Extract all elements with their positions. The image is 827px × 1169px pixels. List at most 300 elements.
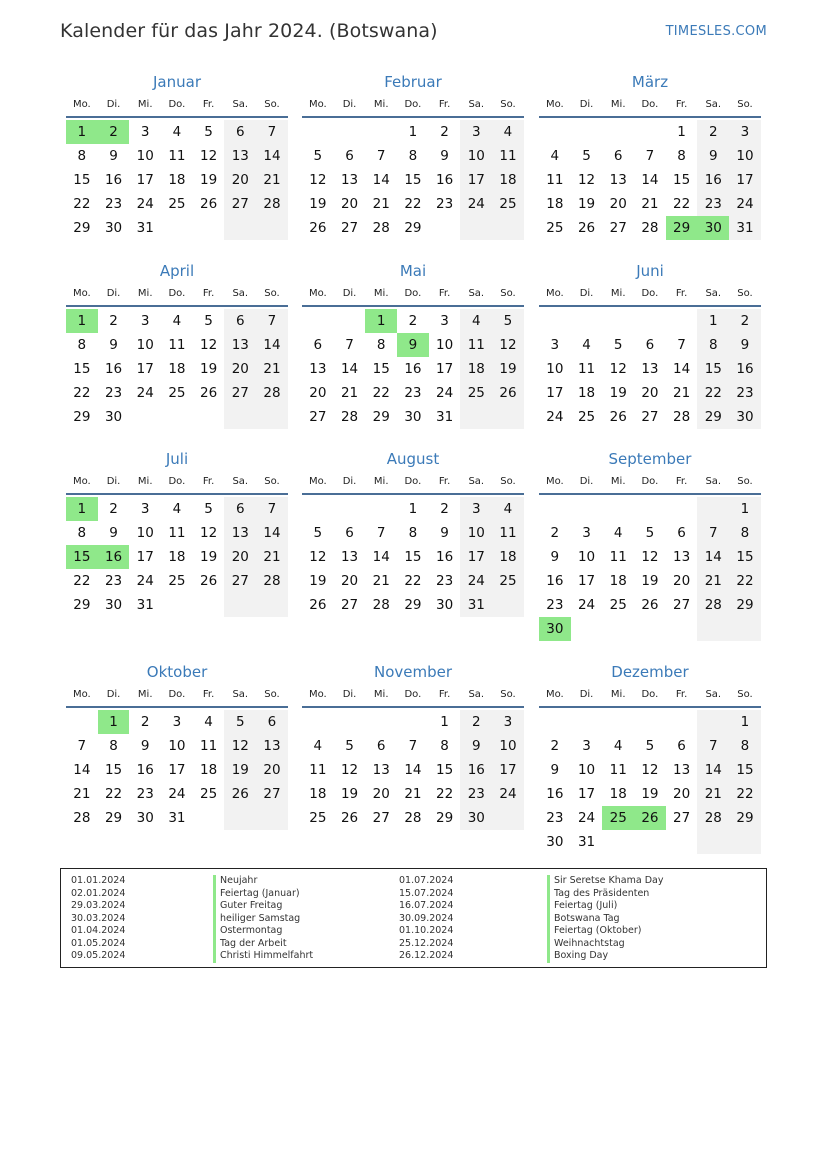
day-cell: 27 bbox=[641, 409, 659, 425]
day-cell: 2 bbox=[440, 501, 449, 517]
day-cell: 29 bbox=[73, 409, 91, 425]
weekday-label: Di. bbox=[106, 476, 121, 487]
weekday-label: So. bbox=[500, 288, 516, 299]
weekday-label: Do. bbox=[641, 288, 659, 299]
day-cell: 23 bbox=[136, 786, 154, 802]
empty-day-cell bbox=[666, 497, 698, 521]
weekday-header bbox=[539, 94, 761, 118]
holiday-day-cell: 1 bbox=[66, 309, 98, 333]
week-row bbox=[66, 357, 288, 381]
day-cell: 15 bbox=[73, 172, 91, 188]
day-cell: 24 bbox=[577, 810, 596, 826]
day-cell: 17 bbox=[492, 758, 524, 782]
week-row bbox=[539, 617, 761, 641]
empty-day-cell bbox=[429, 216, 461, 240]
month-name: Februar bbox=[384, 73, 442, 91]
day-cell: 19 bbox=[200, 361, 218, 377]
day-cell: 29 bbox=[372, 409, 390, 425]
day-cell: 8 bbox=[677, 148, 686, 164]
day-cell: 14 bbox=[340, 361, 359, 377]
day-cell: 5 bbox=[224, 710, 256, 734]
day-cell: 30 bbox=[104, 597, 123, 613]
day-cell: 2 bbox=[408, 313, 418, 329]
week-row bbox=[302, 710, 524, 734]
week-row bbox=[302, 545, 524, 569]
empty-day-cell bbox=[193, 806, 225, 830]
week-row bbox=[66, 497, 288, 521]
day-cell: 13 bbox=[340, 549, 359, 565]
weekday-label: Mo. bbox=[72, 689, 91, 700]
day-cell: 6 bbox=[677, 738, 686, 754]
day-cell: 27 bbox=[673, 597, 691, 613]
day-cell: 21 bbox=[256, 545, 288, 569]
day-cell: 24 bbox=[492, 782, 524, 806]
weekday-label: Mi. bbox=[373, 288, 389, 299]
day-cell: 17 bbox=[460, 168, 492, 192]
week-row bbox=[66, 381, 288, 405]
day-cell: 16 bbox=[729, 357, 761, 381]
day-cell: 21 bbox=[697, 782, 729, 806]
day-cell: 2 bbox=[460, 710, 492, 734]
month-name: Juli bbox=[165, 450, 189, 468]
day-cell: 4 bbox=[204, 714, 213, 730]
weekday-label: Mo. bbox=[72, 476, 91, 487]
empty-day-cell bbox=[224, 216, 256, 240]
day-cell: 21 bbox=[673, 385, 691, 401]
empty-day-cell bbox=[666, 830, 698, 854]
day-cell: 8 bbox=[729, 521, 761, 545]
weekday-label: Fr. bbox=[202, 288, 215, 299]
week-row bbox=[539, 497, 761, 521]
day-cell: 13 bbox=[309, 361, 327, 377]
day-cell: 16 bbox=[404, 361, 422, 377]
day-cell: 10 bbox=[546, 361, 564, 377]
day-cell: 20 bbox=[256, 758, 288, 782]
day-cell: 24 bbox=[460, 192, 492, 216]
weekday-label: Mi. bbox=[373, 99, 389, 110]
week-row bbox=[302, 216, 524, 240]
weekday-label: Do. bbox=[404, 288, 422, 299]
holiday-date: 15.07.2024 bbox=[399, 887, 454, 899]
empty-day-cell bbox=[634, 617, 666, 641]
weekday-header bbox=[302, 94, 524, 118]
weekday-label: Do. bbox=[168, 288, 186, 299]
day-cell: 29 bbox=[697, 405, 729, 429]
day-cell: 9 bbox=[729, 333, 761, 357]
empty-day-cell bbox=[492, 806, 524, 830]
holiday-day-cell: 2 bbox=[98, 120, 130, 144]
day-cell: 7 bbox=[408, 738, 418, 754]
day-cell: 31 bbox=[729, 216, 761, 240]
day-cell: 21 bbox=[340, 385, 359, 401]
day-cell: 8 bbox=[77, 148, 87, 164]
day-cell: 24 bbox=[729, 192, 761, 216]
day-cell: 25 bbox=[492, 569, 524, 593]
day-cell: 17 bbox=[436, 361, 454, 377]
day-cell: 14 bbox=[256, 333, 288, 357]
empty-day-cell bbox=[334, 497, 366, 521]
day-cell: 7 bbox=[256, 497, 288, 521]
day-cell: 17 bbox=[136, 549, 154, 565]
day-cell: 28 bbox=[256, 569, 288, 593]
day-cell: 31 bbox=[168, 810, 186, 826]
day-cell: 19 bbox=[641, 573, 659, 589]
day-cell: 12 bbox=[200, 525, 218, 541]
weekday-label: Fr. bbox=[675, 689, 688, 700]
weekday-label: Mo. bbox=[545, 99, 564, 110]
day-cell: 13 bbox=[224, 521, 256, 545]
day-cell: 4 bbox=[582, 337, 591, 353]
weekday-label: So. bbox=[500, 689, 516, 700]
empty-day-cell bbox=[334, 309, 366, 333]
empty-day-cell bbox=[666, 710, 698, 734]
day-cell: 7 bbox=[697, 734, 729, 758]
day-cell: 27 bbox=[256, 782, 288, 806]
day-cell: 3 bbox=[460, 497, 492, 521]
day-cell: 14 bbox=[673, 361, 691, 377]
month-name: Juni bbox=[636, 262, 664, 280]
empty-day-cell bbox=[634, 309, 666, 333]
day-cell: 5 bbox=[613, 337, 623, 353]
day-cell: 11 bbox=[168, 525, 186, 541]
week-row bbox=[539, 192, 761, 216]
day-cell: 25 bbox=[168, 385, 186, 401]
day-cell: 7 bbox=[256, 120, 288, 144]
day-cell: 20 bbox=[340, 196, 359, 212]
day-cell: 9 bbox=[550, 549, 560, 565]
day-cell: 20 bbox=[641, 385, 659, 401]
month-januar bbox=[66, 72, 288, 240]
day-cell: 16 bbox=[697, 168, 729, 192]
day-cell: 30 bbox=[546, 834, 564, 850]
day-cell: 10 bbox=[492, 734, 524, 758]
day-cell: 4 bbox=[613, 738, 623, 754]
day-cell: 10 bbox=[577, 549, 596, 565]
day-cell: 20 bbox=[224, 357, 256, 381]
holiday-day-cell: 1 bbox=[66, 120, 98, 144]
holiday-day-cell: 9 bbox=[397, 333, 429, 357]
week-row bbox=[66, 782, 288, 806]
weekday-label: Fr. bbox=[438, 476, 451, 487]
day-cell: 16 bbox=[104, 361, 123, 377]
weekday-label: Sa. bbox=[468, 288, 485, 299]
day-cell: 26 bbox=[492, 381, 524, 405]
day-cell: 19 bbox=[224, 758, 256, 782]
empty-day-cell bbox=[161, 216, 193, 240]
day-cell: 30 bbox=[404, 409, 422, 425]
day-cell: 23 bbox=[104, 385, 123, 401]
month-september bbox=[539, 449, 761, 641]
weekday-label: Mi. bbox=[610, 288, 626, 299]
empty-day-cell bbox=[256, 593, 288, 617]
week-row bbox=[302, 405, 524, 429]
day-cell: 10 bbox=[136, 148, 154, 164]
day-cell: 28 bbox=[697, 806, 729, 830]
weekday-label: Di. bbox=[579, 99, 594, 110]
day-cell: 25 bbox=[200, 786, 218, 802]
day-cell: 9 bbox=[109, 525, 118, 541]
empty-day-cell bbox=[602, 120, 634, 144]
day-cell: 27 bbox=[372, 810, 390, 826]
week-row bbox=[539, 545, 761, 569]
holiday-name: Christi Himmelfahrt bbox=[213, 950, 313, 963]
day-cell: 27 bbox=[224, 192, 256, 216]
day-cell: 7 bbox=[345, 337, 354, 353]
day-cell: 11 bbox=[200, 738, 218, 754]
day-cell: 28 bbox=[73, 810, 91, 826]
week-row bbox=[539, 357, 761, 381]
day-cell: 26 bbox=[309, 597, 327, 613]
day-cell: 25 bbox=[460, 381, 492, 405]
holiday-name: Ostermontag bbox=[213, 925, 313, 938]
day-cell: 15 bbox=[673, 172, 691, 188]
day-cell: 17 bbox=[729, 168, 761, 192]
day-cell: 7 bbox=[256, 309, 288, 333]
day-cell: 29 bbox=[404, 220, 422, 236]
holiday-date: 01.01.2024 bbox=[71, 875, 126, 886]
week-row bbox=[66, 168, 288, 192]
weekday-label: Mi. bbox=[137, 288, 153, 299]
day-cell: 4 bbox=[550, 148, 560, 164]
weekday-label: Mo. bbox=[72, 99, 91, 110]
day-cell: 5 bbox=[313, 525, 323, 541]
day-cell: 30 bbox=[460, 806, 492, 830]
empty-day-cell bbox=[224, 806, 256, 830]
day-cell: 11 bbox=[609, 549, 627, 565]
day-cell: 2 bbox=[697, 120, 729, 144]
day-cell: 7 bbox=[376, 148, 386, 164]
day-cell: 7 bbox=[677, 337, 686, 353]
day-cell: 2 bbox=[550, 525, 560, 541]
holiday-date: 09.05.2024 bbox=[71, 950, 126, 961]
weekday-label: So. bbox=[264, 99, 280, 110]
weekday-header bbox=[302, 471, 524, 495]
day-cell: 12 bbox=[340, 762, 359, 778]
holiday-date: 16.07.2024 bbox=[399, 900, 454, 911]
day-cell: 27 bbox=[673, 810, 691, 826]
empty-day-cell bbox=[224, 405, 256, 429]
day-cell: 8 bbox=[408, 148, 418, 164]
weekday-label: Mo. bbox=[308, 99, 327, 110]
holiday-day-cell: 29 bbox=[666, 216, 698, 240]
day-cell: 8 bbox=[729, 734, 761, 758]
day-cell: 18 bbox=[200, 762, 218, 778]
holiday-name: Neujahr bbox=[213, 875, 313, 888]
weekday-header bbox=[66, 94, 288, 118]
day-cell: 7 bbox=[77, 738, 87, 754]
holiday-date: 30.09.2024 bbox=[399, 912, 454, 924]
empty-day-cell bbox=[460, 405, 492, 429]
weekday-label: Fr. bbox=[438, 288, 451, 299]
weekday-header bbox=[539, 684, 761, 708]
day-cell: 26 bbox=[577, 220, 596, 236]
empty-day-cell bbox=[256, 216, 288, 240]
day-cell: 20 bbox=[673, 786, 691, 802]
week-row bbox=[66, 521, 288, 545]
day-cell: 11 bbox=[609, 762, 627, 778]
day-cell: 15 bbox=[729, 758, 761, 782]
weekday-label: Mi. bbox=[610, 99, 626, 110]
day-cell: 6 bbox=[345, 525, 354, 541]
day-cell: 3 bbox=[440, 313, 449, 329]
day-cell: 12 bbox=[641, 549, 659, 565]
day-cell: 11 bbox=[492, 521, 524, 545]
day-cell: 20 bbox=[224, 168, 256, 192]
holiday-name: Boxing Day bbox=[547, 950, 663, 963]
day-cell: 16 bbox=[546, 573, 564, 589]
day-cell: 24 bbox=[577, 597, 596, 613]
weekday-label: Sa. bbox=[232, 476, 249, 487]
day-cell: 18 bbox=[168, 549, 186, 565]
empty-day-cell bbox=[224, 593, 256, 617]
day-cell: 18 bbox=[609, 786, 627, 802]
day-cell: 25 bbox=[309, 810, 327, 826]
day-cell: 31 bbox=[436, 409, 454, 425]
week-row bbox=[66, 734, 288, 758]
day-cell: 18 bbox=[168, 172, 186, 188]
week-row bbox=[66, 710, 288, 734]
day-cell: 15 bbox=[404, 549, 422, 565]
week-row bbox=[302, 758, 524, 782]
day-cell: 9 bbox=[440, 148, 449, 164]
week-row bbox=[539, 569, 761, 593]
holiday-date: 02.01.2024 bbox=[71, 887, 126, 899]
day-cell: 26 bbox=[309, 220, 327, 236]
holiday-name: Weihnachtstag bbox=[547, 938, 663, 951]
weekday-label: Fr. bbox=[675, 99, 688, 110]
month-juni bbox=[539, 261, 761, 429]
day-cell: 9 bbox=[460, 734, 492, 758]
day-cell: 3 bbox=[140, 501, 150, 517]
day-cell: 17 bbox=[577, 573, 596, 589]
day-cell: 6 bbox=[613, 148, 623, 164]
weekday-label: Mi. bbox=[137, 476, 153, 487]
month-august bbox=[302, 449, 524, 617]
empty-day-cell bbox=[602, 497, 634, 521]
week-row bbox=[539, 168, 761, 192]
day-cell: 2 bbox=[109, 501, 118, 517]
day-cell: 20 bbox=[673, 573, 691, 589]
weekday-label: Mo. bbox=[308, 689, 327, 700]
day-cell: 28 bbox=[256, 192, 288, 216]
weekday-header bbox=[302, 283, 524, 307]
weekday-label: Sa. bbox=[705, 288, 722, 299]
day-cell: 4 bbox=[492, 497, 524, 521]
day-cell: 5 bbox=[645, 525, 655, 541]
empty-day-cell bbox=[161, 593, 193, 617]
page-title: Kalender für das Jahr 2024. (Botswana) bbox=[60, 20, 438, 42]
day-cell: 10 bbox=[136, 337, 154, 353]
day-cell: 26 bbox=[340, 810, 359, 826]
weekday-label: So. bbox=[264, 476, 280, 487]
day-cell: 22 bbox=[372, 385, 390, 401]
day-cell: 11 bbox=[492, 144, 524, 168]
weekday-label: Mo. bbox=[545, 689, 564, 700]
week-row bbox=[66, 545, 288, 569]
month-november bbox=[302, 662, 524, 830]
month-name: November bbox=[373, 663, 453, 681]
day-cell: 11 bbox=[546, 172, 564, 188]
holiday-name: Feiertag (Oktober) bbox=[547, 925, 663, 938]
day-cell: 30 bbox=[136, 810, 154, 826]
day-cell: 19 bbox=[309, 196, 327, 212]
day-cell: 2 bbox=[109, 313, 118, 329]
day-cell: 3 bbox=[582, 738, 591, 754]
day-cell: 1 bbox=[408, 501, 418, 517]
weekday-label: Fr. bbox=[202, 689, 215, 700]
day-cell: 5 bbox=[204, 124, 213, 140]
holiday-day-cell: 16 bbox=[98, 545, 130, 569]
day-cell: 6 bbox=[645, 337, 655, 353]
day-cell: 5 bbox=[313, 148, 323, 164]
holiday-name: Botswana Tag bbox=[547, 913, 663, 926]
day-cell: 25 bbox=[168, 196, 186, 212]
weekday-header bbox=[539, 471, 761, 495]
day-cell: 14 bbox=[372, 172, 390, 188]
day-cell: 14 bbox=[372, 549, 390, 565]
empty-day-cell bbox=[492, 405, 524, 429]
day-cell: 28 bbox=[404, 810, 422, 826]
empty-day-cell bbox=[602, 617, 634, 641]
day-cell: 11 bbox=[577, 361, 596, 377]
day-cell: 15 bbox=[404, 172, 422, 188]
weekday-label: Fr. bbox=[202, 476, 215, 487]
day-cell: 6 bbox=[224, 309, 256, 333]
holiday-date: 01.04.2024 bbox=[71, 925, 126, 936]
day-cell: 19 bbox=[641, 786, 659, 802]
week-row bbox=[539, 734, 761, 758]
legend-date-column bbox=[399, 875, 453, 963]
day-cell: 13 bbox=[224, 333, 256, 357]
day-cell: 15 bbox=[697, 357, 729, 381]
day-cell: 6 bbox=[224, 497, 256, 521]
day-cell: 24 bbox=[136, 385, 154, 401]
empty-day-cell bbox=[397, 710, 429, 734]
holiday-legend bbox=[60, 868, 767, 968]
day-cell: 20 bbox=[609, 196, 627, 212]
day-cell: 18 bbox=[168, 361, 186, 377]
week-row bbox=[302, 381, 524, 405]
holiday-date: 29.03.2024 bbox=[71, 900, 126, 911]
day-cell: 7 bbox=[697, 521, 729, 545]
weekday-label: So. bbox=[264, 288, 280, 299]
week-row bbox=[66, 758, 288, 782]
day-cell: 5 bbox=[645, 738, 655, 754]
day-cell: 3 bbox=[492, 710, 524, 734]
day-cell: 27 bbox=[609, 220, 627, 236]
brand-logo-text[interactable]: TIMESLES.COM bbox=[665, 24, 767, 39]
day-cell: 24 bbox=[546, 409, 564, 425]
day-cell: 28 bbox=[340, 409, 359, 425]
empty-day-cell bbox=[634, 120, 666, 144]
weekday-label: Mo. bbox=[72, 288, 91, 299]
day-cell: 26 bbox=[224, 782, 256, 806]
day-cell: 13 bbox=[609, 172, 627, 188]
weekday-label: Di. bbox=[579, 476, 594, 487]
day-cell: 12 bbox=[577, 172, 596, 188]
day-cell: 6 bbox=[256, 710, 288, 734]
day-cell: 14 bbox=[697, 545, 729, 569]
empty-day-cell bbox=[697, 497, 729, 521]
weekday-label: So. bbox=[737, 476, 753, 487]
weekday-label: Di. bbox=[342, 99, 357, 110]
day-cell: 14 bbox=[256, 521, 288, 545]
day-cell: 23 bbox=[546, 597, 564, 613]
day-cell: 5 bbox=[345, 738, 354, 754]
day-cell: 4 bbox=[460, 309, 492, 333]
weekday-label: Mo. bbox=[545, 288, 564, 299]
empty-day-cell bbox=[729, 830, 761, 854]
